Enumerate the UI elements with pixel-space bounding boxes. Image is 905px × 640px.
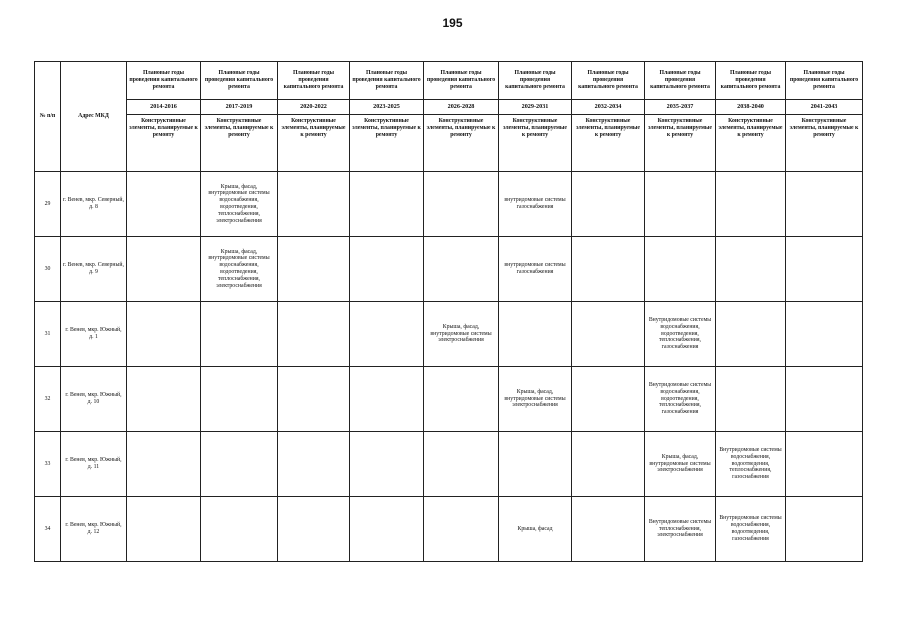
- repair-elements-cell: внутридомовые системы газоснабжения: [499, 172, 572, 237]
- repair-elements-cell: [572, 432, 645, 497]
- repair-elements-cell: [716, 237, 786, 302]
- repair-elements-cell: Крыша, фасад, внутридомовые системы водоснабжения, водоотведения, теплоснабжения, электроснабжения: [201, 172, 278, 237]
- year-range-header: 2026-2028: [424, 100, 499, 115]
- elements-header: Конструктивные элементы, планируемые к ремонту: [424, 115, 499, 172]
- period-header: Плановые годы проведения капитального ремонта: [572, 62, 645, 100]
- period-header: Плановые годы проведения капитального ремонта: [127, 62, 201, 100]
- repair-elements-cell: [350, 497, 424, 562]
- building-address: г. Венев, мкр. Южный, д. 11: [61, 432, 127, 497]
- repair-elements-cell: [716, 172, 786, 237]
- repair-elements-cell: [127, 237, 201, 302]
- repair-elements-cell: [278, 367, 350, 432]
- repair-elements-cell: [572, 367, 645, 432]
- table-row: [35, 302, 863, 367]
- table-row: [35, 237, 863, 302]
- repair-elements-cell: [127, 172, 201, 237]
- year-range-header: 2014-2016: [127, 100, 201, 115]
- repair-elements-cell: [716, 302, 786, 367]
- elements-header: Конструктивные элементы, планируемые к ремонту: [572, 115, 645, 172]
- repair-elements-cell: Крыша, фасад, внутридомовые системы электроснабжения: [645, 432, 716, 497]
- header-row-years: [35, 100, 863, 115]
- repair-elements-cell: [127, 432, 201, 497]
- repair-elements-cell: Крыша, фасад, внутридомовые системы электроснабжения: [499, 367, 572, 432]
- row-number: 32: [35, 367, 61, 432]
- repair-elements-cell: Крыша, фасад, внутридомовые системы электроснабжения: [424, 302, 499, 367]
- elements-header: Конструктивные элементы, планируемые к ремонту: [201, 115, 278, 172]
- repair-elements-cell: [424, 367, 499, 432]
- year-range-header: 2038-2040: [716, 100, 786, 115]
- row-number: 34: [35, 497, 61, 562]
- period-header: Плановые годы проведения капитального ремонта: [424, 62, 499, 100]
- page-number: 195: [442, 16, 463, 30]
- repair-elements-cell: Внутридомовые системы водоснабжения, водоотведения, теплоснабжения, газоснабжения: [645, 367, 716, 432]
- repair-elements-cell: [278, 237, 350, 302]
- year-range-header: 2017-2019: [201, 100, 278, 115]
- repair-elements-cell: [278, 302, 350, 367]
- elements-header: Конструктивные элементы, планируемые к ремонту: [786, 115, 863, 172]
- elements-header: Конструктивные элементы, планируемые к ремонту: [716, 115, 786, 172]
- building-address: г. Венев, мкр. Южный, д. 1: [61, 302, 127, 367]
- building-address: г. Венев, мкр. Южный, д. 10: [61, 367, 127, 432]
- repair-elements-cell: [499, 302, 572, 367]
- repair-elements-cell: [278, 172, 350, 237]
- year-range-header: 2035-2037: [645, 100, 716, 115]
- building-address: г. Венев, мкр. Северный, д. 9: [61, 237, 127, 302]
- building-address: г. Венев, мкр. Северный, д. 8: [61, 172, 127, 237]
- period-header: Плановые годы проведения капитального ремонта: [278, 62, 350, 100]
- row-number: 30: [35, 237, 61, 302]
- repair-elements-cell: [572, 172, 645, 237]
- repair-elements-cell: [350, 302, 424, 367]
- capital-repair-plan-table: [34, 61, 863, 562]
- period-header: Плановые годы проведения капитального ремонта: [350, 62, 424, 100]
- repair-elements-cell: Внутридомовые системы водоснабжения, водоотведения, теплоснабжения, газоснабжения: [645, 302, 716, 367]
- table-row: [35, 432, 863, 497]
- repair-elements-cell: [350, 367, 424, 432]
- repair-elements-cell: Внутридомовые системы теплоснабжения, электроснабжения: [645, 497, 716, 562]
- address-column-header: Адрес МКД: [61, 62, 127, 172]
- repair-elements-cell: [278, 432, 350, 497]
- repair-elements-cell: [424, 432, 499, 497]
- repair-elements-cell: Внутридомовые системы водоснабжения, водоотведения, газоснабжения: [716, 497, 786, 562]
- repair-elements-cell: [572, 497, 645, 562]
- elements-header: Конструктивные элементы, планируемые к ремонту: [350, 115, 424, 172]
- year-range-header: 2020-2022: [278, 100, 350, 115]
- repair-elements-cell: [572, 302, 645, 367]
- repair-elements-cell: [201, 302, 278, 367]
- repair-elements-cell: [786, 497, 863, 562]
- year-range-header: 2023-2025: [350, 100, 424, 115]
- repair-elements-cell: [350, 432, 424, 497]
- table-body: [35, 172, 863, 562]
- year-range-header: 2041-2043: [786, 100, 863, 115]
- table-row: [35, 172, 863, 237]
- repair-elements-cell: [127, 367, 201, 432]
- repair-elements-cell: [786, 172, 863, 237]
- repair-elements-cell: Крыша, фасад: [499, 497, 572, 562]
- repair-elements-cell: [350, 237, 424, 302]
- repair-elements-cell: [201, 367, 278, 432]
- repair-elements-cell: [278, 497, 350, 562]
- elements-header: Конструктивные элементы, планируемые к ремонту: [645, 115, 716, 172]
- table-row: [35, 367, 863, 432]
- repair-elements-cell: [201, 497, 278, 562]
- repair-elements-cell: внутридомовые системы газоснабжения: [499, 237, 572, 302]
- period-header: Плановые годы проведения капитального ремонта: [716, 62, 786, 100]
- repair-elements-cell: [127, 302, 201, 367]
- period-header: Плановые годы проведения капитального ремонта: [499, 62, 572, 100]
- repair-elements-cell: [716, 367, 786, 432]
- number-column-header: № п/п: [35, 62, 61, 172]
- elements-header: Конструктивные элементы, планируемые к ремонту: [127, 115, 201, 172]
- year-range-header: 2029-2031: [499, 100, 572, 115]
- row-number: 33: [35, 432, 61, 497]
- row-number: 29: [35, 172, 61, 237]
- repair-elements-cell: [572, 237, 645, 302]
- year-range-header: 2032-2034: [572, 100, 645, 115]
- repair-elements-cell: [786, 367, 863, 432]
- elements-header: Конструктивные элементы, планируемые к ремонту: [499, 115, 572, 172]
- building-address: г. Венев, мкр. Южный, д. 12: [61, 497, 127, 562]
- header-row-elements: [35, 115, 863, 172]
- repair-elements-cell: Крыша, фасад, внутридомовые системы водоснабжения, водоотведения, теплоснабжения, электроснабжения: [201, 237, 278, 302]
- repair-elements-cell: [424, 237, 499, 302]
- repair-elements-cell: [786, 237, 863, 302]
- elements-header: Конструктивные элементы, планируемые к ремонту: [278, 115, 350, 172]
- repair-elements-cell: [499, 432, 572, 497]
- period-header: Плановые годы проведения капитального ремонта: [645, 62, 716, 100]
- period-header: Плановые годы проведения капитального ремонта: [201, 62, 278, 100]
- repair-elements-cell: Внутридомовые системы водоснабжения, водоотведения, теплоснабжения, газоснабжения: [716, 432, 786, 497]
- repair-elements-cell: [645, 237, 716, 302]
- repair-elements-cell: [127, 497, 201, 562]
- row-number: 31: [35, 302, 61, 367]
- repair-elements-cell: [201, 432, 278, 497]
- repair-elements-cell: [786, 302, 863, 367]
- table-row: [35, 497, 863, 562]
- repair-elements-cell: [424, 497, 499, 562]
- repair-elements-cell: [424, 172, 499, 237]
- header-row-periods: [35, 62, 863, 100]
- period-header: Плановые годы проведения капитального ремонта: [786, 62, 863, 100]
- repair-elements-cell: [350, 172, 424, 237]
- repair-elements-cell: [645, 172, 716, 237]
- repair-elements-cell: [786, 432, 863, 497]
